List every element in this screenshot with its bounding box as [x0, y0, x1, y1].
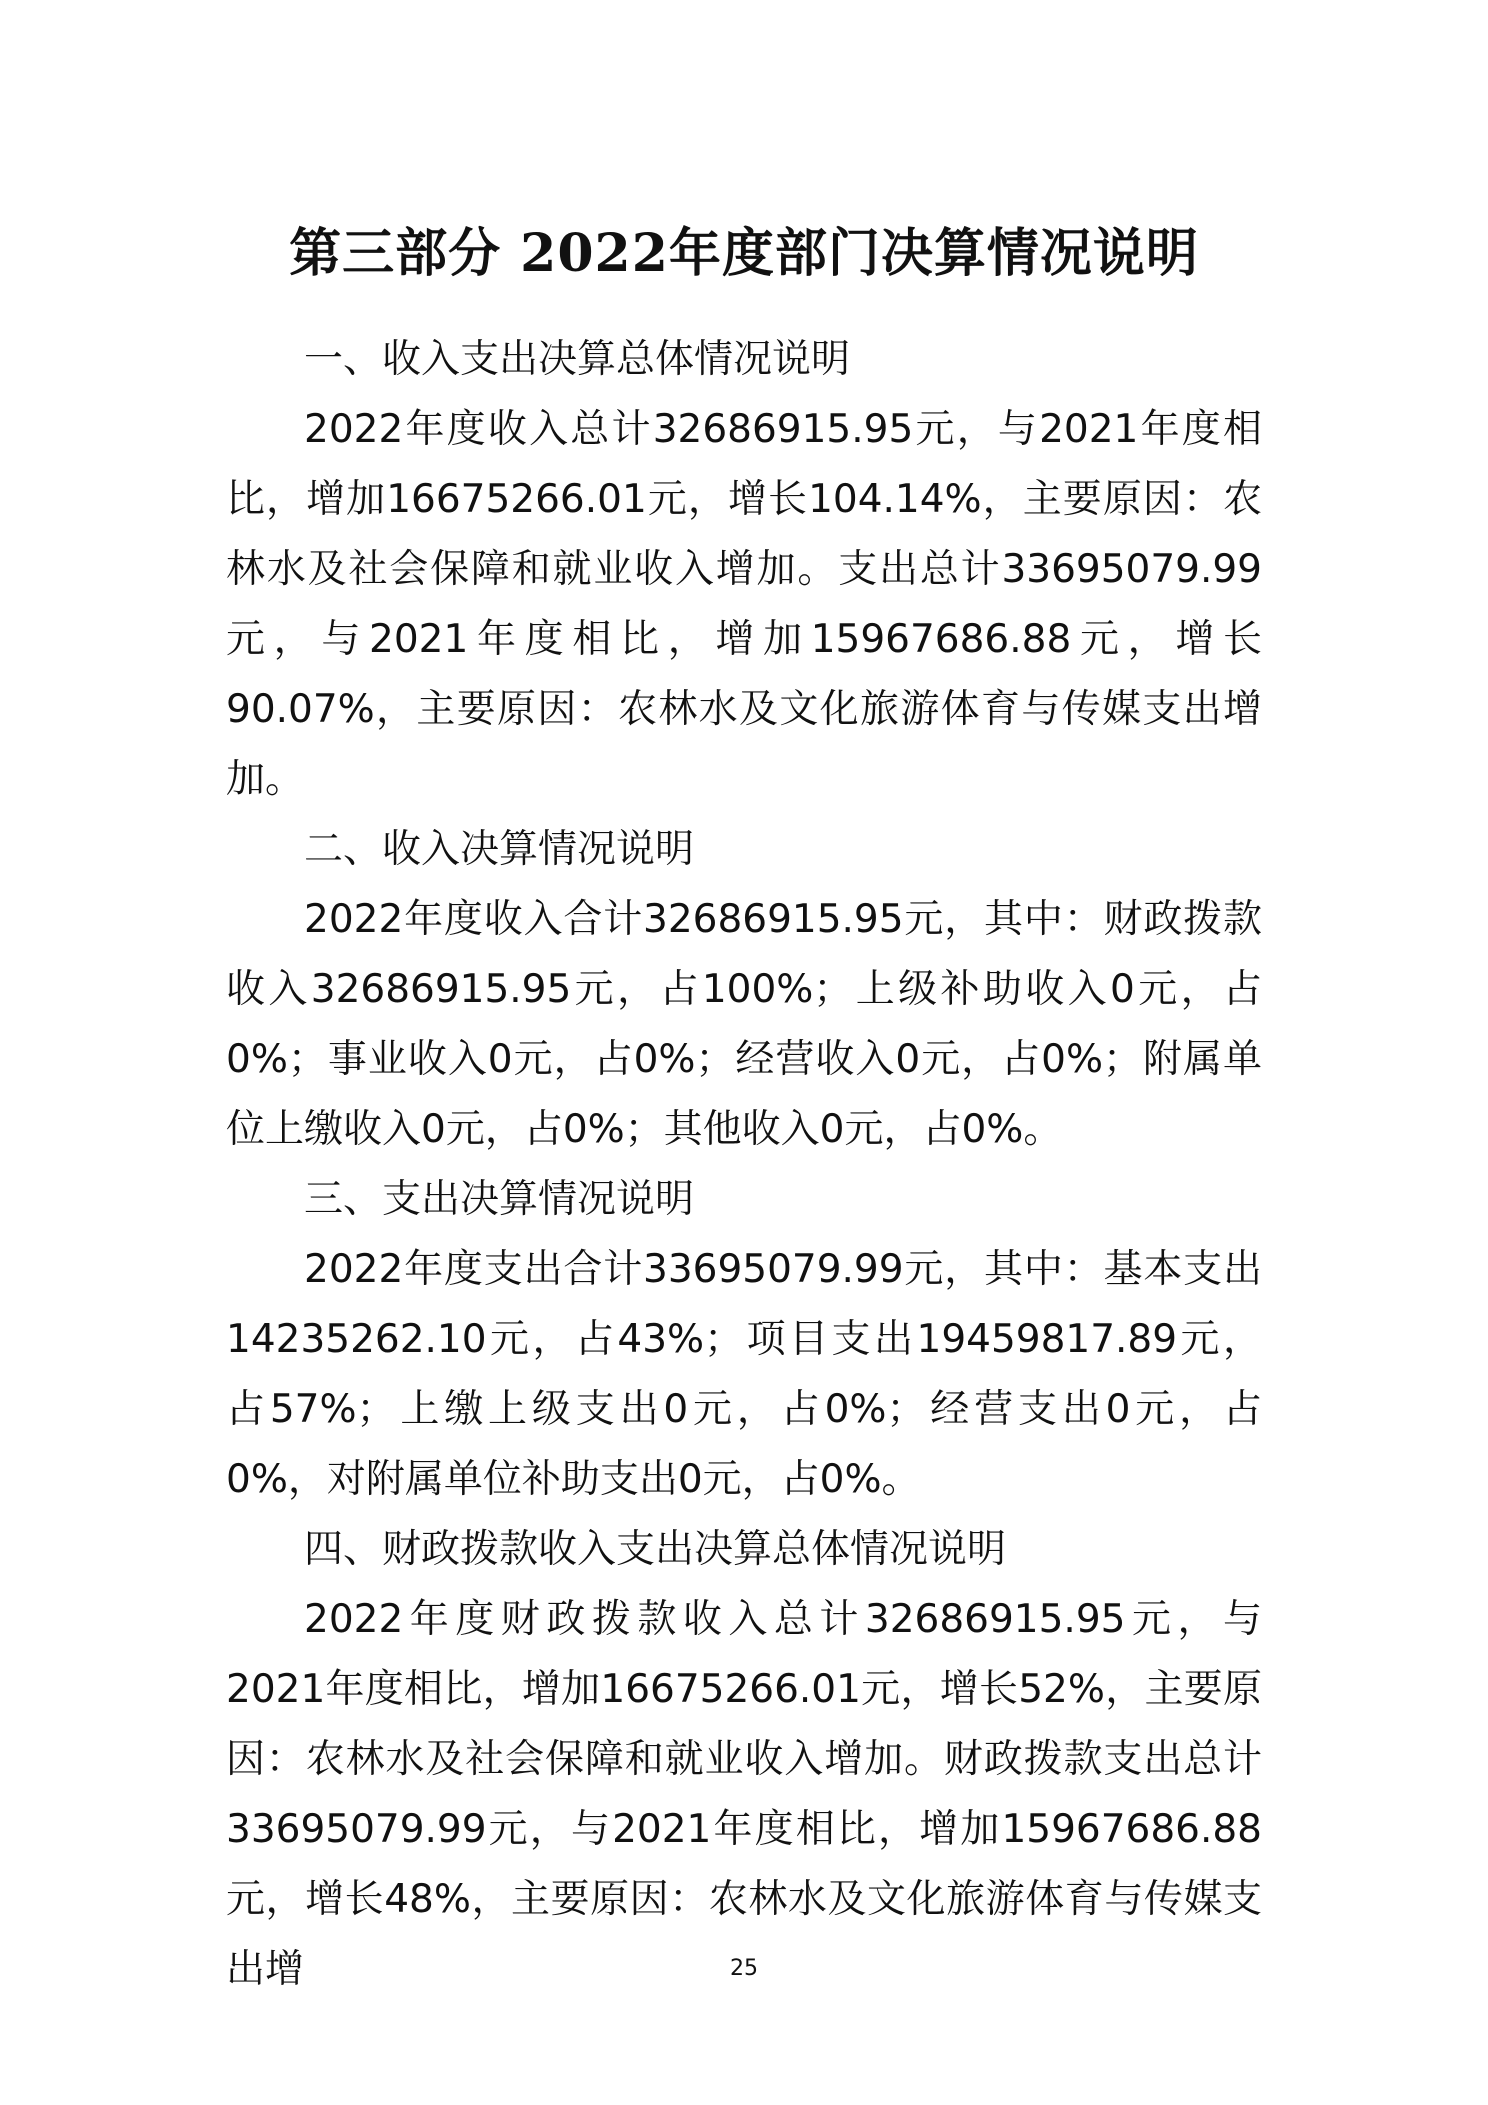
section-heading-3: 三、支出决算情况说明 [304, 1177, 695, 1222]
page-number: 25 [730, 1956, 758, 1981]
page-title: 第三部分 2022年度部门决算情况说明 [289, 223, 1199, 284]
section-paragraph-2: 2022年度收入合计32686915.95元，其中：财政拨款收入32686915.95元，占100%；上级补助收入0元，占0%；事业收入0元，占0%；经营收入0元，占0%；附属单位上缴收入0元，占0%；其他收入0元，占0%。 [226, 897, 1262, 1152]
document-body [226, 325, 1262, 2005]
section-heading-4: 四、财政拨款收入支出决算总体情况说明 [304, 1527, 1007, 1572]
section-paragraph-3: 2022年度支出合计33695079.99元，其中：基本支出14235262.10元，占43%；项目支出19459817.89元，占57%；上缴上级支出0元，占0%；经营支出0元，占0%，对附属单位补助支出0元，占0%。 [226, 1247, 1262, 1502]
section-heading-1: 一、收入支出决算总体情况说明 [304, 337, 851, 382]
section-paragraph-4: 2022年度财政拨款收入总计32686915.95元，与2021年度相比，增加16675266.01元，增长52%，主要原因：农林水及社会保障和就业收入增加。财政拨款支出总计33695079.99元，与2021年度相比，增加15967686.88元，增长48%，主要原因：农林水及文化旅游体育与传媒支出增 [226, 1597, 1262, 1992]
section-paragraph-1: 2022年度收入总计32686915.95元，与2021年度相比，增加16675266.01元，增长104.14%，主要原因：农林水及社会保障和就业收入增加。支出总计33695079.99元，与2021年度相比，增加15967686.88元，增长90.07%，主要原因：农林水及文化旅游体育与传媒支出增加。 [226, 407, 1262, 802]
section-heading-2: 二、收入决算情况说明 [304, 827, 695, 872]
